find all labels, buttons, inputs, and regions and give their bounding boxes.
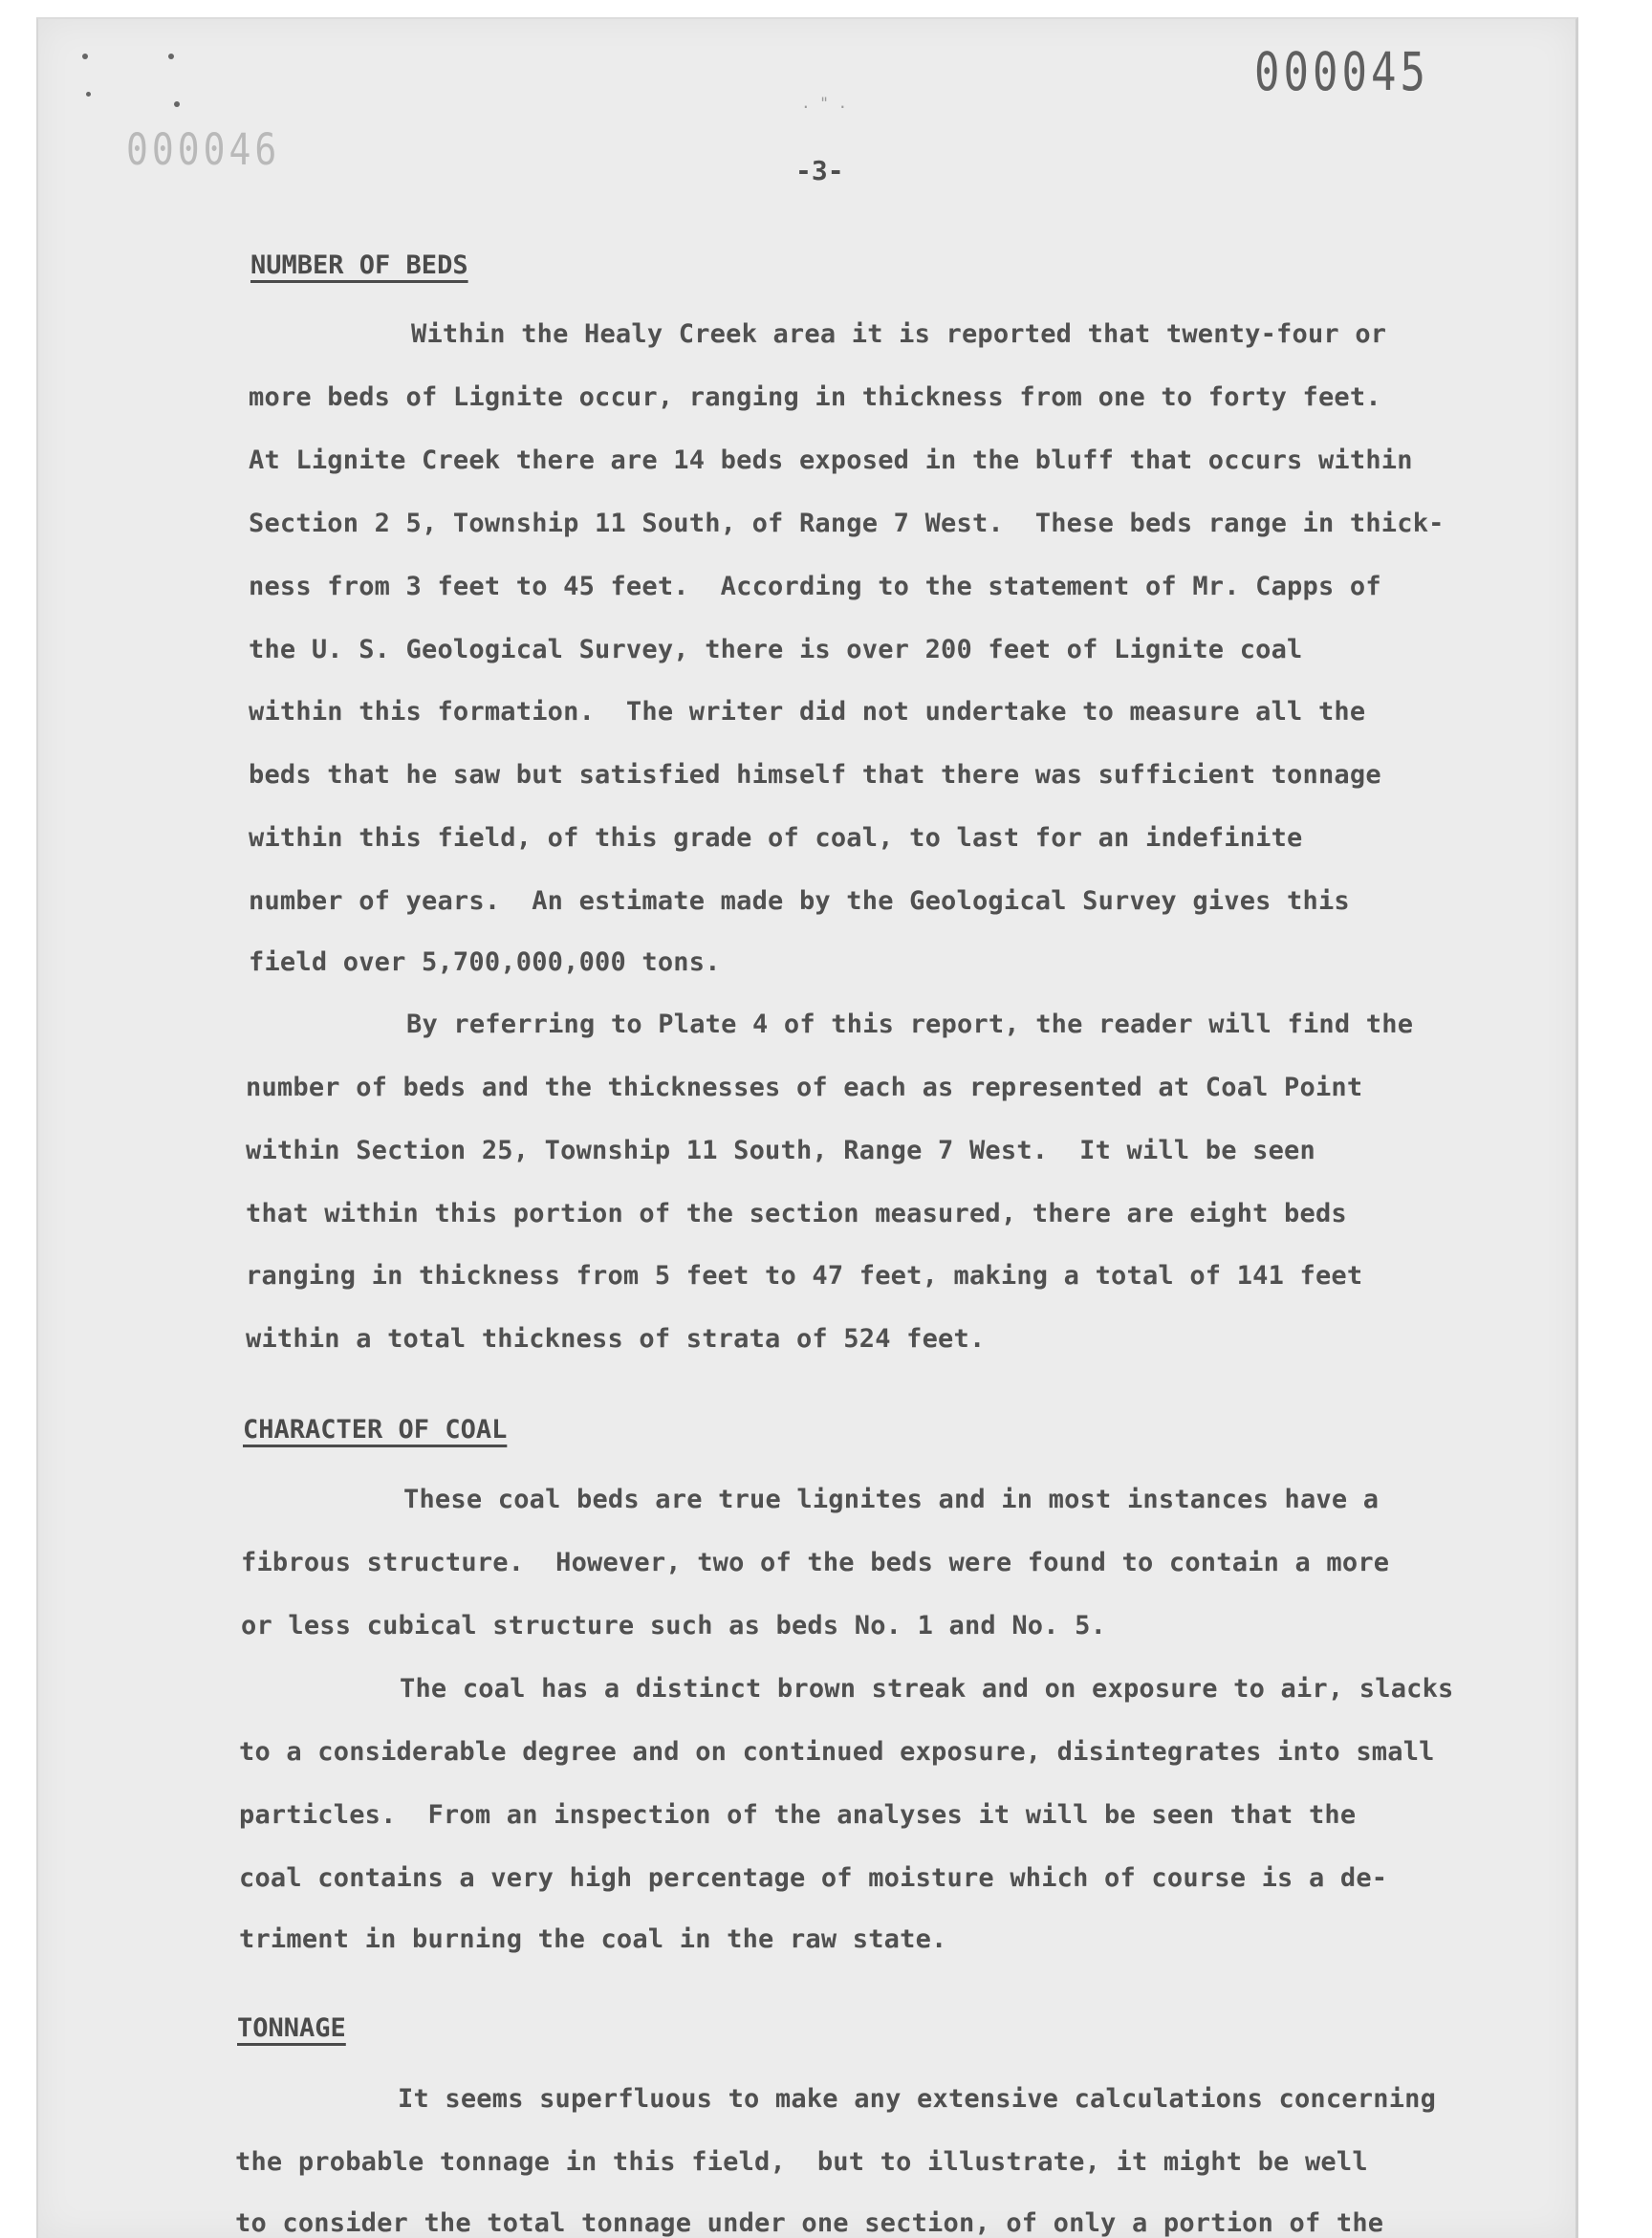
paragraph-line: the U. S. Geological Survey, there is over 200 feet of Lignite coal	[249, 635, 1303, 664]
paragraph-line: ness from 3 feet to 45 feet. According to the statement of Mr. Capps of	[249, 572, 1381, 601]
paragraph-line: It seems superfluous to make any extensive calculations concerning	[398, 2084, 1437, 2114]
paragraph-line: the probable tonnage in this field, but to illustrate, it might be well	[235, 2147, 1368, 2177]
scan-dot	[82, 54, 88, 59]
paragraph-line: These coal beds are true lignites and in most instances have a	[403, 1485, 1380, 1514]
paragraph-line: number of beds and the thicknesses of each as represented at Coal Point	[246, 1073, 1363, 1102]
paragraph-line: within this formation. The writer did not undertake to measure all the	[249, 697, 1366, 727]
section-heading-character-of-coal: CHARACTER OF COAL	[243, 1415, 508, 1445]
paragraph-line: that within this portion of the section measured, there are eight beds	[246, 1199, 1347, 1228]
section-heading-tonnage: TONNAGE	[237, 2013, 346, 2043]
tiny-mark: . " .	[801, 94, 848, 112]
paragraph-line: within a total thickness of strata of 524 feet.	[246, 1324, 986, 1354]
paragraph-line: By referring to Plate 4 of this report, the reader will find the	[406, 1010, 1414, 1039]
scan-dot	[174, 101, 180, 107]
page-number: -3-	[795, 155, 844, 186]
paragraph-line: coal contains a very high percentage of moisture which of course is a de-	[239, 1863, 1388, 1893]
section-heading-number-of-beds: NUMBER OF BEDS	[250, 250, 468, 280]
paragraph-line: The coal has a distinct brown streak and on exposure to air, slacks	[400, 1674, 1454, 1704]
paragraph-line: triment in burning the coal in the raw state.	[239, 1924, 947, 1954]
paragraph-line: Section 2 5, Township 11 South, of Range 7 West. These beds range in thick-	[249, 509, 1445, 538]
paragraph-line: fibrous structure. However, two of the beds were found to contain a more	[241, 1548, 1390, 1577]
paragraph-line: At Lignite Creek there are 14 beds exposed in the bluff that occurs within	[249, 445, 1413, 475]
paragraph-line: number of years. An estimate made by the Geological Survey gives this	[249, 886, 1350, 916]
scan-dot	[168, 54, 174, 59]
faint-stamp-number: 000046	[126, 124, 281, 175]
paragraph-line: particles. From an inspection of the analyses it will be seen that the	[239, 1800, 1357, 1830]
paragraph-line: within Section 25, Township 11 South, Range 7 West. It will be seen	[246, 1136, 1315, 1165]
paragraph-line: Within the Healy Creek area it is reported that twenty-four or	[411, 319, 1387, 349]
scan-dot	[86, 92, 91, 97]
paragraph-line: beds that he saw but satisfied himself that there was sufficient tonnage	[249, 760, 1381, 790]
paragraph-line: ranging in thickness from 5 feet to 47 feet, making a total of 141 feet	[246, 1261, 1363, 1291]
paragraph-line: to consider the total tonnage under one section, of only a portion of the	[235, 2208, 1384, 2238]
paragraph-line: to a considerable degree and on continued exposure, disintegrates into small	[239, 1737, 1435, 1767]
paragraph-line: more beds of Lignite occur, ranging in thickness from one to forty feet.	[249, 382, 1381, 412]
paragraph-line: field over 5,700,000,000 tons.	[249, 947, 721, 977]
archive-number: 000045	[1254, 42, 1429, 103]
paragraph-line: within this field, of this grade of coal, to last for an indefinite	[249, 823, 1303, 853]
paragraph-line: or less cubical structure such as beds No. 1 and No. 5.	[241, 1611, 1107, 1640]
document-page	[36, 17, 1578, 2238]
